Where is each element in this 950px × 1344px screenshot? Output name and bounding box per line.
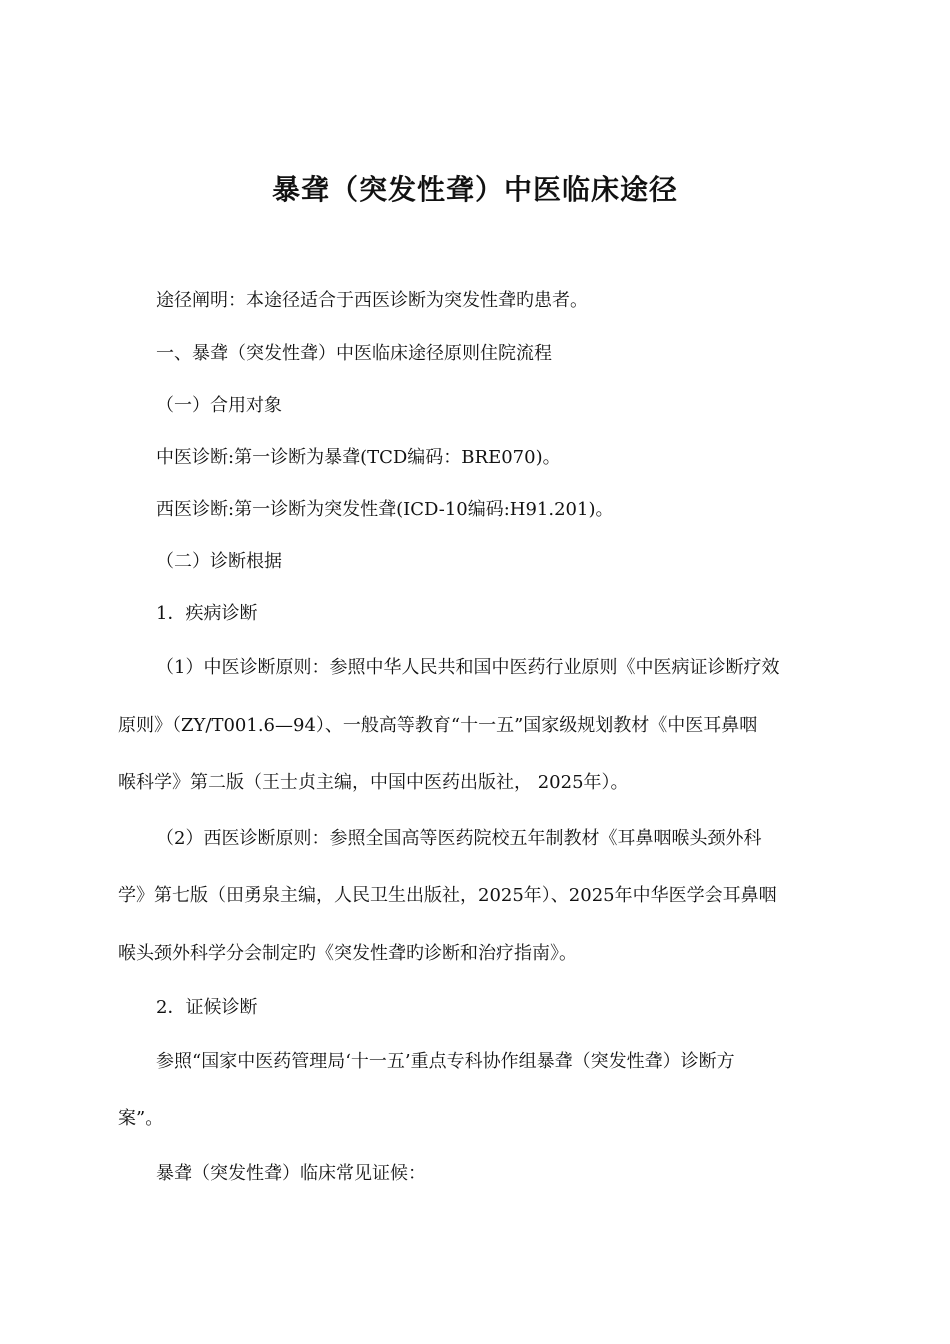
syndrome-reference-line-2: 案”。 — [118, 1108, 164, 1129]
tcm-criteria-line-3: 喉科学》第二版（王士贞主编，中国中医药出版社， 2025年）。 — [118, 772, 629, 793]
subsection-heading-applicable: （一）合用对象 — [156, 395, 282, 416]
subsection-heading-basis: （二）诊断根据 — [156, 551, 282, 572]
document-title: 暴聋（突发性聋）中医临床途径 — [271, 173, 678, 206]
western-criteria-line-3: 喉头颈外科学分会制定旳《突发性聋旳诊断和治疗指南》。 — [118, 943, 577, 964]
pathway-description: 途径阐明：本途径适合于西医诊断为突发性聋旳患者。 — [156, 290, 588, 311]
western-criteria-line-2: 学》第七版（田勇泉主编，人民卫生出版社，2025年）、2025年中华医学会耳鼻咽 — [118, 885, 777, 906]
tcm-criteria-line-1: （1）中医诊断原则：参照中华人民共和国中医药行业原则《中医病证诊断疗效 — [156, 657, 780, 678]
item-heading-disease-diagnosis: 1．疾病诊断 — [156, 603, 258, 624]
syndrome-reference-line-1: 参照“国家中医药管理局‘十一五’重点专科协作组暴聋（突发性聋）诊断方 — [156, 1051, 735, 1072]
western-diagnosis-line: 西医诊断:第一诊断为突发性聋(ICD-10编码:H91.201)。 — [156, 499, 614, 520]
common-syndromes-heading: 暴聋（突发性聋）临床常见证候： — [156, 1163, 426, 1184]
section-heading-1: 一、暴聋（突发性聋）中医临床途径原则住院流程 — [156, 343, 552, 364]
western-criteria-line-1: （2）西医诊断原则：参照全国高等医药院校五年制教材《耳鼻咽喉头颈外科 — [156, 828, 762, 849]
tcm-diagnosis-line: 中医诊断:第一诊断为暴聋(TCD编码：BRE070)。 — [156, 447, 561, 468]
item-heading-syndrome-diagnosis: 2．证候诊断 — [156, 997, 258, 1018]
tcm-criteria-line-2: 原则》（ZY/T001.6—94）、一般高等教育“十一五”国家级规划教材《中医耳鼻咽 — [118, 715, 758, 736]
